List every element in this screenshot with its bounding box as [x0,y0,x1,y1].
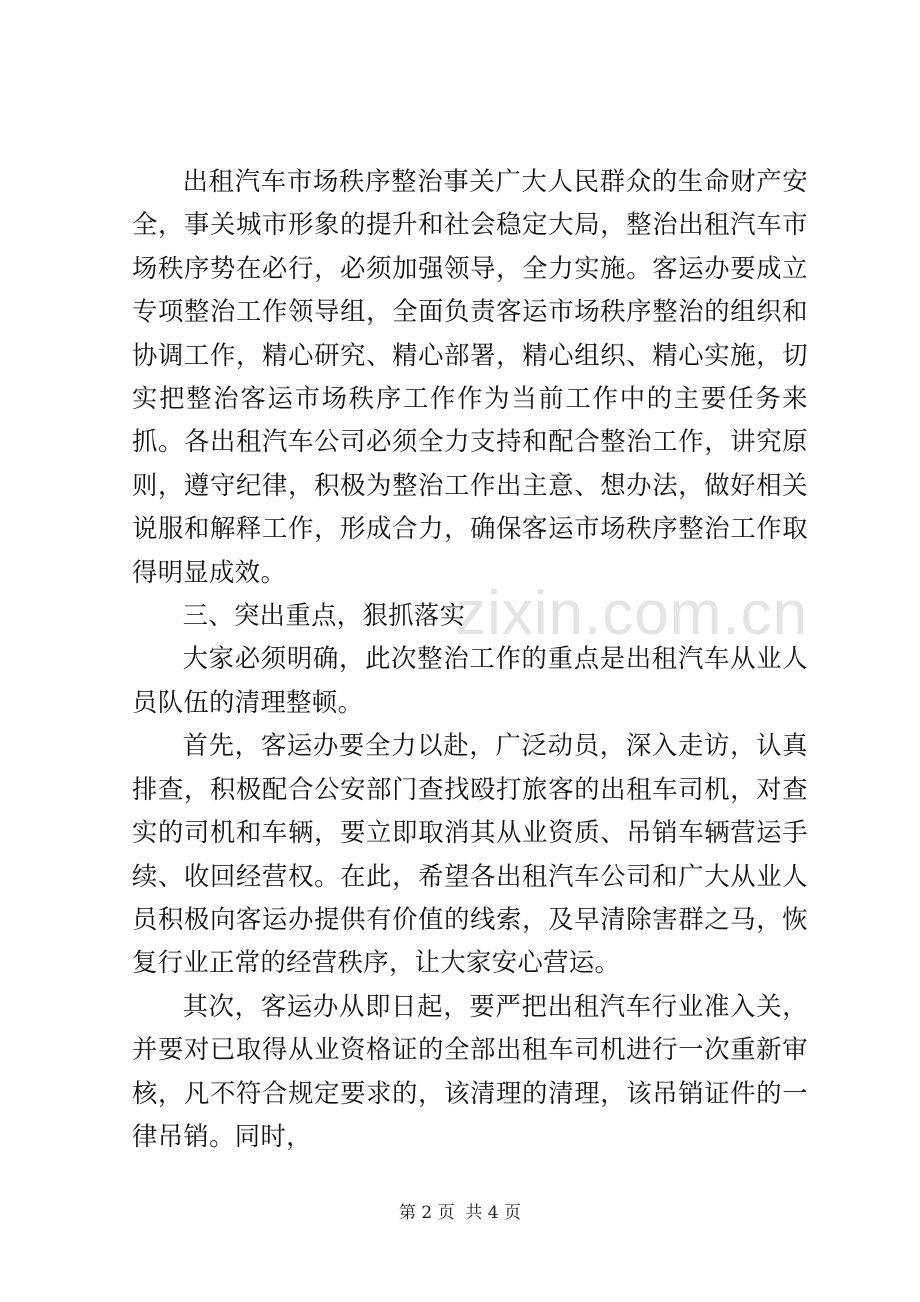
paragraph-taxi-market-order: 出租汽车市场秩序整治事关广大人民群众的生命财产安全，事关城市形象的提升和社会稳定大局，整治出租汽车市场秩序势在必行，必须加强领导，全力实施。客运办要成立专项整治工作领导组，全面负责客运市场秩序整治的组织和协调工作，精心研究、精心部署，精心组织、精心实施，切实把整治客运市场秩序工作作为当前工作中的主要任务来抓。各出租汽车公司必须全力支持和配合整治工作，讲究原则，遵守纪律，积极为整治工作出主意、想办法，做好相关说服和解释工作，形成合力，确保客运市场秩序整治工作取得明显成效。 [132,167,808,587]
paragraph-second-measure: 其次，客运办从即日起，要严把出租汽车行业准入关，并要对已取得从业资格证的全部出租车司机进行一次重新审核，凡不符合规定要求的，该清理的清理，该吊销证件的一律吊销。同时， [132,991,808,1151]
paragraph-focus-statement: 大家必须明确，此次整治工作的重点是出租汽车从业人员队伍的清理整顿。 [132,644,808,717]
section-heading-focus: 三、突出重点，狠抓落实 [182,601,466,631]
document-body [132,160,808,1158]
paragraph-first-measure: 首先，客运办要全力以赴，广泛动员，深入走访，认真排查，积极配合公安部门查找殴打旅客的出租车司机，对查实的司机和车辆，要立即取消其从业资质、吊销车辆营运手续、收回经营权。在此，希望各出租汽车公司和广大从业人员积极向客运办提供有价值的线索，及早清除害群之马，恢复行业正常的经营秩序，让大家安心营运。 [132,731,808,978]
page-number-footer: 第 2 页 共 4 页 [398,1203,522,1223]
watermark: zixin.com.cn [455,579,809,648]
